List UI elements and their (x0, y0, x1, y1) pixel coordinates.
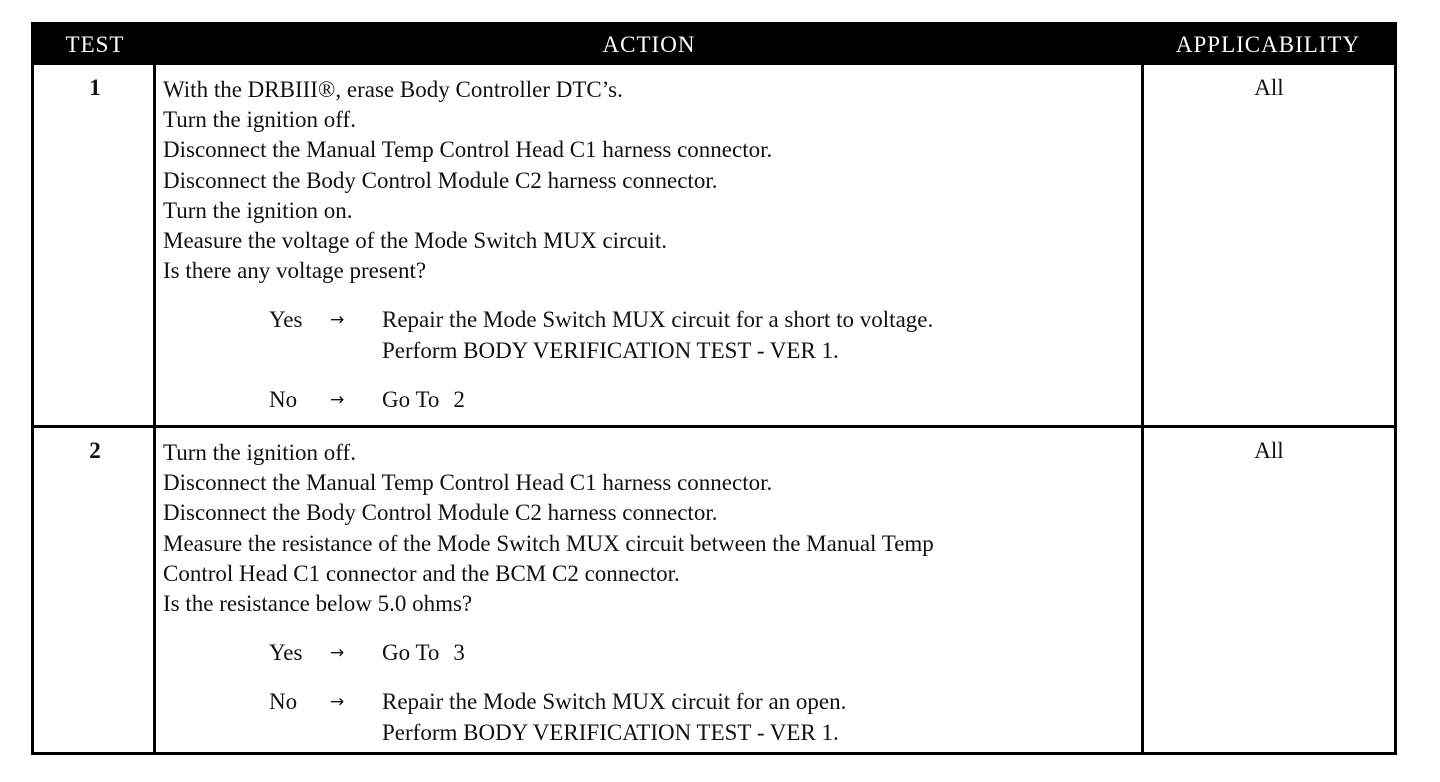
action-cell (163, 75, 1141, 415)
action-step: Disconnect the Manual Temp Control Head C1 harness connector. (163, 137, 773, 163)
goto-text: Go To (382, 386, 440, 412)
table-row-test-1 (34, 65, 1394, 425)
outcome-text: Perform BODY VERIFICATION TEST - VER 1. (382, 719, 839, 745)
arrow-right-icon: → (330, 389, 345, 410)
action-step: Control Head C1 connector and the BCM C2 connector. (163, 560, 680, 586)
applicability-value: All (1254, 438, 1284, 463)
arrow-right-icon: → (330, 692, 345, 713)
goto-test-number: 3 (453, 640, 465, 666)
diagnostic-test-table (31, 22, 1397, 755)
test-number: 1 (89, 75, 101, 100)
action-step: Disconnect the Body Control Module C2 harness connector. (163, 167, 718, 193)
outcome-result (382, 638, 1141, 668)
action-cell (163, 438, 1141, 748)
outcome-label: No (269, 386, 298, 412)
goto-text: Go To (382, 640, 440, 666)
header-test: TEST (65, 32, 125, 57)
outcome-label: Yes (269, 307, 303, 333)
action-step: Turn the ignition on. (163, 197, 353, 223)
outcome-text: Perform BODY VERIFICATION TEST - VER 1. (382, 337, 839, 363)
applicability-value: All (1254, 75, 1284, 100)
outcome-result (382, 385, 1141, 415)
outcome-label: No (269, 689, 298, 715)
table-header-row (34, 25, 1394, 65)
table-row-test-2 (34, 428, 1394, 755)
action-step: Disconnect the Body Control Module C2 harness connector. (163, 500, 718, 526)
action-step: Measure the voltage of the Mode Switch MUX circuit. (163, 228, 667, 254)
action-step: Disconnect the Manual Temp Control Head C1 harness connector. (163, 470, 773, 496)
action-step: Turn the ignition off. (163, 440, 356, 465)
header-applicability: APPLICABILITY (1175, 32, 1361, 57)
outcome-label: Yes (269, 640, 303, 666)
action-step: With the DRBIII®, erase Body Controller DTC’s. (163, 77, 623, 102)
header-action: ACTION (602, 32, 696, 57)
outcome-text: Repair the Mode Switch MUX circuit for a short to voltage. (382, 307, 934, 333)
outcome-no (163, 687, 1141, 747)
outcome-yes (163, 305, 1141, 365)
arrow-right-icon: → (330, 643, 345, 664)
action-step: Turn the ignition off. (163, 107, 356, 133)
arrow-right-icon: → (330, 310, 345, 331)
outcome-no (163, 385, 1141, 415)
outcome-text: Repair the Mode Switch MUX circuit for an open. (382, 689, 847, 715)
test-number: 2 (89, 438, 101, 463)
action-step: Measure the resistance of the Mode Switch MUX circuit between the Manual Temp (163, 530, 934, 556)
goto-test-number: 2 (453, 386, 465, 412)
action-step: Is the resistance below 5.0 ohms? (163, 591, 473, 617)
outcome-result (382, 687, 1141, 747)
outcome-yes (163, 638, 1141, 668)
action-step: Is there any voltage present? (163, 258, 427, 284)
outcome-result (382, 305, 1141, 365)
